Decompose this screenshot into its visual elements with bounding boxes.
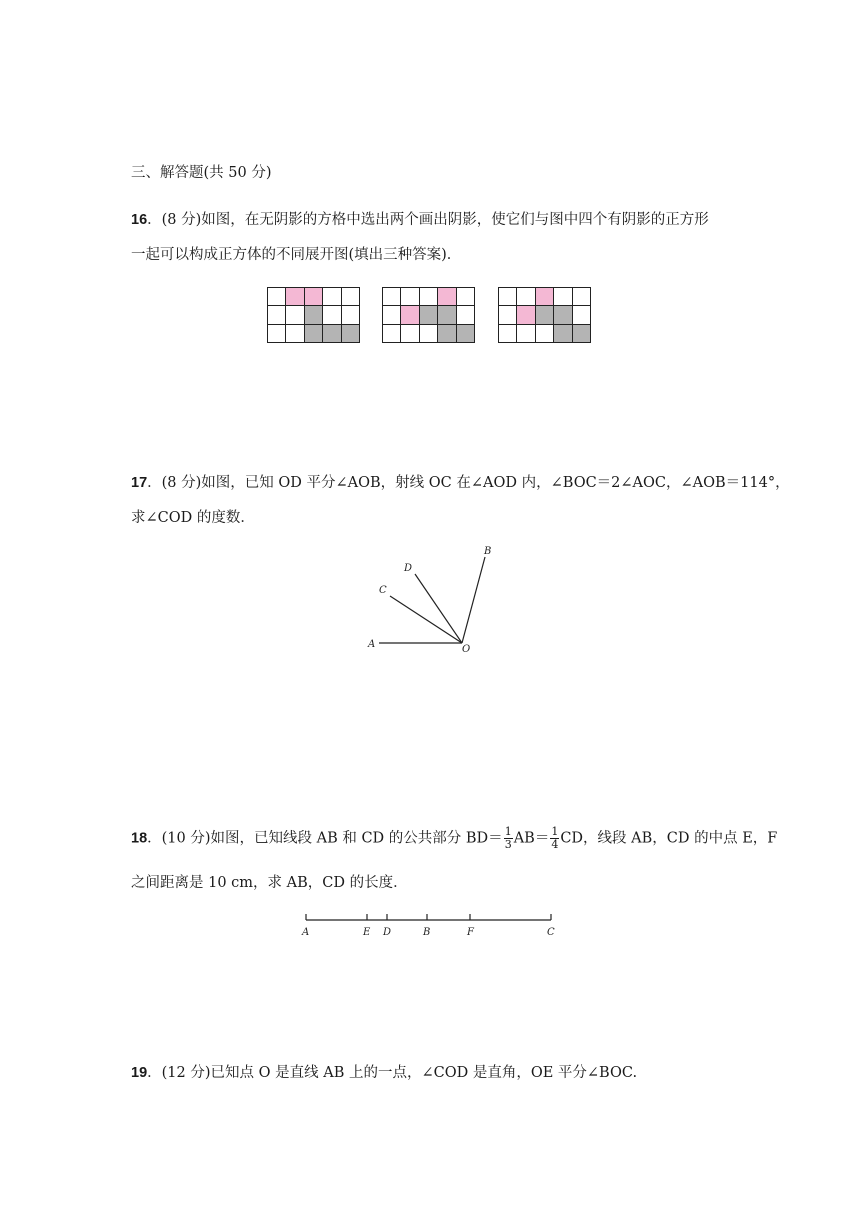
- q17-line1: [131, 471, 790, 492]
- q19-number: 19: [131, 1065, 148, 1081]
- q19-line1: [131, 1061, 637, 1082]
- grid-cell-blank: [573, 288, 591, 306]
- point-label-E: E: [363, 927, 371, 938]
- grid-cell-blank: [536, 325, 554, 343]
- q16-number: 16: [131, 212, 148, 228]
- label-O: O: [462, 644, 471, 655]
- grid-cell-pink: [517, 306, 535, 324]
- grid-cell-gray: [342, 325, 360, 343]
- ray-OC: [390, 596, 462, 643]
- grid-cell-gray: [554, 325, 572, 343]
- q19-text1: ．(12 分)已知点 O 是直线 AB 上的一点，∠COD 是直角，OE 平分∠BOC.: [147, 1065, 638, 1081]
- grid-cell-gray: [420, 306, 438, 324]
- label-B: B: [484, 546, 492, 557]
- grid-cell-blank: [401, 288, 419, 306]
- point-label-A: A: [302, 927, 310, 938]
- grid-cell-blank: [268, 288, 286, 306]
- q16-line2: 一起可以构成正方体的不同展开图(填出三种答案)．: [131, 247, 462, 263]
- q18-suffix: CD，线段 AB，CD 的中点 E，F: [560, 830, 778, 847]
- section-title: 三、解答题(共 50 分): [131, 165, 272, 181]
- cube-net-grid-3: [498, 287, 591, 343]
- q16-text1: ．(8 分)如图，在无阴影的方格中选出两个画出阴影，使它们与图中四个有阴影的正方形: [147, 212, 709, 228]
- cube-net-grid-2: [382, 287, 475, 343]
- grid-cell-gray: [438, 325, 456, 343]
- grid-cell-gray: [554, 306, 572, 324]
- grid-cell-pink: [286, 288, 304, 306]
- grid-cell-blank: [401, 325, 419, 343]
- point-label-F: F: [467, 927, 474, 938]
- fraction-one-quarter: $\frac{1}{4}$: [551, 825, 559, 851]
- grid-cell-gray: [305, 306, 323, 324]
- grid-cell-gray: [457, 325, 475, 343]
- grid-cell-blank: [286, 325, 304, 343]
- ray-OD: [415, 574, 462, 643]
- grid-cell-blank: [383, 288, 401, 306]
- grid-cell-blank: [499, 325, 517, 343]
- point-label-D: D: [383, 927, 392, 938]
- grid-cell-pink: [401, 306, 419, 324]
- grid-cell-pink: [438, 288, 456, 306]
- grid-cell-pink: [536, 288, 554, 306]
- grid-cell-gray: [536, 306, 554, 324]
- point-label-C: C: [547, 927, 555, 938]
- cube-net-grid-1: [267, 287, 360, 343]
- grid-cell-blank: [323, 306, 341, 324]
- grid-cell-blank: [268, 306, 286, 324]
- point-label-B: B: [423, 927, 431, 938]
- grid-cell-blank: [383, 325, 401, 343]
- ray-OB: [462, 557, 485, 643]
- fraction-one-third: $\frac{1}{3}$: [504, 825, 512, 851]
- grid-cell-gray: [305, 325, 323, 343]
- segment-diagram: [296, 908, 566, 942]
- grid-cell-blank: [323, 288, 341, 306]
- grid-cell-gray: [323, 325, 341, 343]
- q17-text1: ．(8 分)如图，已知 OD 平分∠AOB，射线 OC 在∠AOD 内，∠BOC＝2∠AOC，∠AOB＝114°，: [147, 475, 790, 491]
- grid-cell-blank: [499, 288, 517, 306]
- grid-cell-blank: [420, 325, 438, 343]
- label-A: A: [368, 639, 376, 650]
- grid-cell-blank: [457, 288, 475, 306]
- grid-cell-blank: [420, 288, 438, 306]
- grid-cell-blank: [342, 288, 360, 306]
- q18-line2: 之间距离是 10 cm，求 AB，CD 的长度．: [131, 875, 408, 891]
- grid-cell-blank: [383, 306, 401, 324]
- grid-cell-blank: [517, 325, 535, 343]
- q18-prefix: ．(10 分)如图，已知线段 AB 和 CD 的公共部分 BD＝: [147, 830, 503, 847]
- grid-cell-pink: [305, 288, 323, 306]
- q18-number: 18: [131, 830, 148, 847]
- grid-cell-blank: [554, 288, 572, 306]
- q17-number: 17: [131, 475, 148, 491]
- grid-cell-blank: [342, 306, 360, 324]
- q18-line1: [131, 826, 777, 851]
- grid-cell-blank: [517, 288, 535, 306]
- grid-cell-blank: [457, 306, 475, 324]
- grid-cell-blank: [499, 306, 517, 324]
- grid-cell-blank: [573, 306, 591, 324]
- grid-cell-blank: [268, 325, 286, 343]
- grid-cell-blank: [286, 306, 304, 324]
- grid-cell-gray: [438, 306, 456, 324]
- q17-line2: 求∠COD 的度数．: [131, 510, 255, 526]
- label-C: C: [379, 585, 387, 596]
- q18-mid: AB＝: [513, 830, 550, 847]
- label-D: D: [404, 563, 413, 574]
- q16-line1: [131, 208, 709, 229]
- grid-cell-gray: [573, 325, 591, 343]
- angle-diagram: [360, 540, 510, 660]
